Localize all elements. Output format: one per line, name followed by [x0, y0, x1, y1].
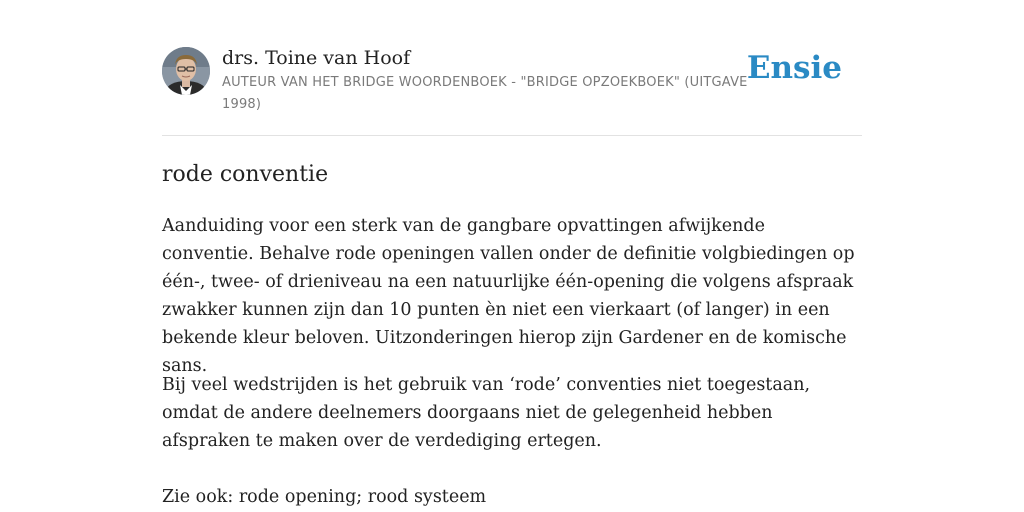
see-also-prefix: Zie ook:	[162, 487, 239, 507]
article-paragraph-1	[162, 212, 862, 380]
paragraph-text: Bij veel wedstrijden is het gebruik van ‘rode’ conventies niet toegestaan, omdat de andere deelnemers doorgaans niet de gelegenheid hebben afspraken te maken over de verdediging ertegen.	[162, 375, 811, 451]
see-also	[162, 483, 486, 511]
ensie-logo[interactable]: Ensie	[746, 50, 842, 86]
see-also-separator: ;	[356, 487, 368, 507]
author-avatar[interactable]	[162, 47, 210, 95]
author-photo-icon	[162, 47, 210, 95]
author-header	[162, 0, 862, 136]
author-description: AUTEUR VAN HET BRIDGE WOORDENBOEK - "BRIDGE OPZOEKBOEK" (UITGAVE 1998)	[222, 75, 748, 112]
see-also-link-rood-systeem[interactable]: rood systeem	[367, 487, 487, 507]
article-title: rode conventie	[162, 162, 329, 187]
paragraph-text: Aanduiding voor een sterk van de gangbare opvattingen afwijkende conventie. Behalve rode openingen vallen onder de definitie volgbiedingen op één-, twee- of drieniveau na een natuurlijke één-opening die volgens afspraak zwakker kunnen zijn dan 10 punten èn niet een vierkaart (of langer) in een bekende kleur beloven. Uitzonderingen hierop zijn Gardener en de komische sans.	[162, 216, 855, 376]
page-container	[162, 0, 862, 507]
article-paragraph-2	[162, 371, 862, 455]
author-name[interactable]: drs. Toine van Hoof	[222, 47, 411, 69]
see-also-link-rode-opening[interactable]: rode opening	[238, 487, 357, 507]
